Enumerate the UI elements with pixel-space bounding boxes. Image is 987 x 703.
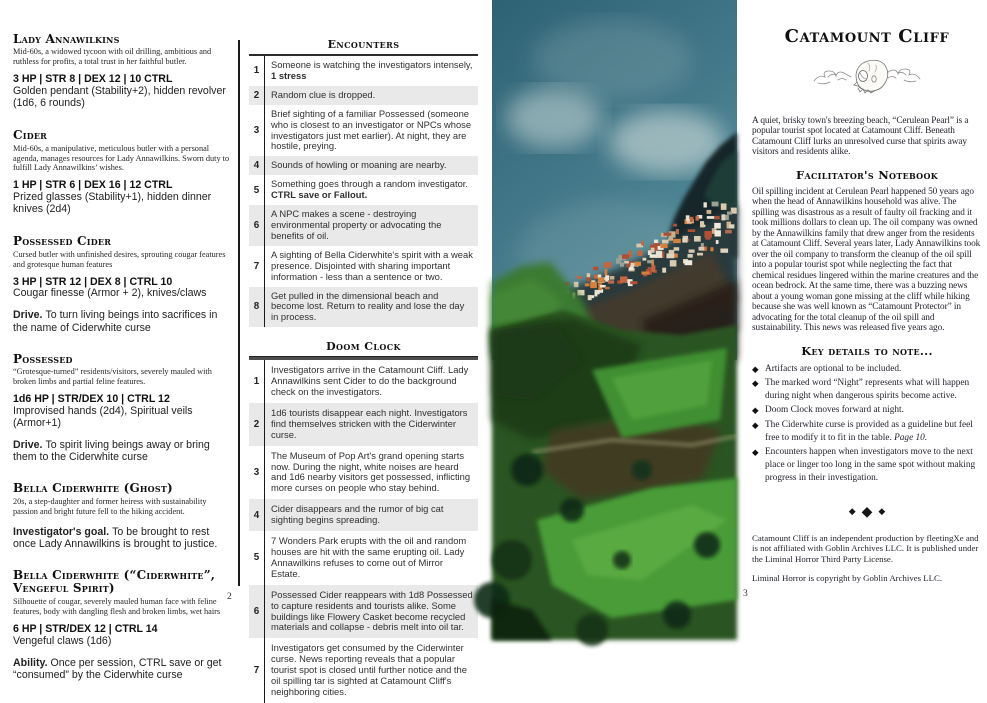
row-number: 6 bbox=[249, 585, 265, 639]
doom-clock-rows bbox=[249, 360, 478, 703]
doom-clock-table-title: Doom Clock bbox=[326, 340, 401, 354]
table-row bbox=[249, 56, 478, 86]
table-row bbox=[249, 446, 478, 500]
cat-skull-icon bbox=[752, 53, 982, 108]
row-text: Cider disappears and the rumor of big cat sighting begins spreading. bbox=[271, 503, 444, 526]
row-text: Someone is watching the investigators intensely, 1 stress bbox=[271, 59, 473, 81]
page-title: Catamount Cliff bbox=[784, 26, 950, 47]
stat-block bbox=[13, 33, 232, 110]
stat-block-paragraphs bbox=[13, 657, 232, 681]
stat-block bbox=[13, 353, 232, 463]
diamond-bullet-icon: ◆ bbox=[752, 447, 759, 458]
table-row bbox=[249, 638, 478, 703]
row-number: 8 bbox=[249, 287, 265, 328]
encounters-table-title: Encounters bbox=[327, 38, 400, 51]
paragraph-lead: Drive. bbox=[13, 438, 43, 451]
stat-block bbox=[13, 235, 232, 334]
row-text: A sighting of Bella Ciderwhite's spirit with a weak presence. Disjointed with sharing important information - less than a sentence or two. bbox=[271, 248, 473, 282]
paragraph-text: Once per session, CTRL save or get “consumed” by the Ciderwhite curse bbox=[13, 656, 222, 681]
stat-block-description: Silhouette of cougar, severely mauled human face with feline features, body with dangling flesh and broken limbs, wet hairs bbox=[13, 596, 221, 616]
paragraph-lead: Ability. bbox=[13, 656, 48, 669]
table-row bbox=[249, 531, 478, 585]
row-text: A NPC makes a scene - destroying environmental property or advocating the benefits of oil. bbox=[271, 208, 442, 241]
stat-block-gear: Golden pendant (Stability+2), hidden revolver (1d6, 6 rounds) bbox=[13, 85, 226, 110]
table-row bbox=[249, 287, 478, 328]
stat-block-paragraphs bbox=[13, 526, 232, 550]
cliffside-village-photo bbox=[492, 0, 737, 640]
key-details-heading: Key details to note... bbox=[801, 343, 933, 358]
row-number: 6 bbox=[249, 205, 265, 246]
row-text: Investigators arrive in the Catamount Cliff. Lady Annawilkins sent Cider to do the background check on the investigators. bbox=[271, 364, 469, 398]
stat-block-name: Lady Annawilkins bbox=[13, 32, 120, 46]
row-number: 2 bbox=[249, 403, 265, 446]
row-text: Something goes through a random investigator. CTRL save or Fallout. bbox=[271, 178, 468, 201]
diamond-bullet-icon: ◆ bbox=[752, 405, 759, 416]
stat-block-paragraph bbox=[13, 526, 232, 550]
key-detail-item: ◆ The marked word “Night” represents what will happen during night when dangerous spirits become active. bbox=[752, 378, 970, 402]
stat-block-stats: 1 HP | STR 6 | DEX 16 | 12 CTRL bbox=[13, 179, 173, 192]
table-row bbox=[249, 175, 478, 205]
stat-block bbox=[13, 129, 232, 216]
row-number: 7 bbox=[249, 638, 265, 703]
stat-block-gear: Vengeful claws (1d6) bbox=[13, 634, 112, 647]
page-number-right: 3 bbox=[743, 589, 748, 599]
stat-block-name: Possessed Cider bbox=[13, 234, 112, 249]
row-text: Investigators get consumed by the Ciderwinter curse. News reporting reveals that a popular tourist spot is closed until further notice and the oil spilling tar is sighted at Catamount Cliff's neighboring cities. bbox=[271, 642, 467, 697]
paragraph-lead: Drive. bbox=[13, 309, 43, 322]
stat-block-description: “Grotesque-turned” residents/visitors, severely mauled with broken limbs and partial feline features. bbox=[13, 367, 212, 387]
table-row bbox=[249, 86, 478, 105]
table-row bbox=[249, 105, 478, 157]
paragraph-text: To be brought to rest once Lady Annawilkins is brought to justice. bbox=[13, 525, 218, 550]
column-divider-rule bbox=[238, 40, 240, 586]
stat-block-stats: 3 HP | STR 12 | DEX 8 | CTRL 10 bbox=[13, 275, 173, 288]
intro-paragraph: A quiet, brisky town's breezing beach, “Cerulean Pearl” is a popular tourist spot located at Catamount Cliff. Beneath Catamount Cliff lurks an unresolved curse that spirits away visitors and residents alike. bbox=[752, 115, 969, 158]
left-page-table-column bbox=[249, 38, 478, 703]
ornament-diamond-icon: ◆ bbox=[861, 502, 873, 519]
paragraph-text: To spirit living beings away or bring them to the Ciderwhite curse bbox=[13, 438, 210, 464]
stat-block-description: Mid-60s, a manipulative, meticulous butler with a personal agenda, manages resources for Lady Annawilkins. Sworn duty to fulfill Lady Annawilkins’ wishes. bbox=[13, 143, 230, 173]
stat-block-paragraph bbox=[13, 309, 232, 333]
row-text: Possessed Cider reappears with 1d8 Possessed to capture residents and tourists alike. Some buildings like Flowery Casket become recycled materials and collapse - debris melt into oil tar. bbox=[271, 588, 473, 633]
diamond-ornament bbox=[752, 503, 982, 521]
row-number: 4 bbox=[249, 499, 265, 531]
table-row bbox=[249, 499, 478, 531]
stat-block bbox=[13, 482, 232, 550]
row-text: Get pulled in the dimensional beach and become lost. Return to reality and lose the day in process. bbox=[271, 289, 465, 323]
table-row bbox=[249, 360, 478, 403]
facilitators-notebook-body: Oil spilling incident at Cerulean Pearl happened 50 years ago when the head of Annawilkins household was alive. The spilling was disastrous as a result of faulty oil fracking and it took millions dollars to clean up. The oil company was owned by the Annawilkins family that drew anger from the residents at Catamount Cliff. Several years later, Lady Annawilkins took over the oil company to transform the cleanup of the oil spill into a popular tourist spot while neglecting the fact that chemical residues lingered within the marine creatures and the ocean bedrock. At the same time, there was a buzzing news about a young woman gone missing at the cliff while hiking because she was well known as “Catamount Protector” in advocating for the total cleanup of the oil spill and sustainability. This news was released five years ago. bbox=[752, 186, 981, 334]
copyright-paragraph: Liminal Horror is copyright by Goblin Archives LLC. bbox=[752, 573, 943, 584]
key-detail-item: ◆ Doom Clock moves forward at night. bbox=[752, 405, 904, 416]
encounters-table bbox=[249, 38, 478, 327]
stat-block-stats: 3 HP | STR 8 | DEX 12 | 10 CTRL bbox=[13, 73, 173, 86]
paragraph-text: To turn living beings into sacrifices in the name of Ciderwhite curse bbox=[13, 309, 218, 334]
stat-block-name: Bella Ciderwhite (“Ciderwhite”, Vengeful Spirit) bbox=[13, 567, 216, 596]
table-row bbox=[249, 585, 478, 639]
table-row bbox=[249, 246, 478, 287]
stat-block-stats: 6 HP | STR/DEX 12 | CTRL 14 bbox=[13, 622, 158, 635]
left-page-stat-column bbox=[13, 33, 232, 700]
row-number: 1 bbox=[249, 360, 265, 403]
row-text: Sounds of howling or moaning are nearby. bbox=[271, 159, 447, 171]
row-number: 1 bbox=[249, 56, 265, 86]
stat-block-paragraphs bbox=[13, 309, 232, 333]
stat-block-description: 20s, a step-daughter and former heiress with sustainability passion and bright future fell to the hiking accident. bbox=[13, 496, 207, 516]
row-text: 1d6 tourists disappear each night. Investigators find themselves stricken with the Ciderwinter curse. bbox=[271, 406, 468, 440]
stat-block-name: Bella Ciderwhite (Ghost) bbox=[13, 481, 173, 496]
stat-block-name: Possessed bbox=[13, 351, 73, 366]
stat-block-description: Cursed butler with unfinished desires, sprouting cougar features and grotesque human features bbox=[13, 249, 226, 269]
stat-block-paragraphs bbox=[13, 439, 232, 463]
table-row bbox=[249, 156, 478, 175]
stat-block-name: Cider bbox=[13, 128, 47, 143]
stat-block-description: Mid-60s, a widowed tycoon with oil drilling, ambitious and ruthless for profits, a total trust in her faithful butler. bbox=[13, 47, 212, 67]
license-paragraph: Catamount Cliff is an independent production by fleetingXe and is not affiliated with Goblin Archives LLC. It is published under the Liminal Horror Third Party License. bbox=[752, 532, 979, 564]
row-number: 2 bbox=[249, 86, 265, 105]
stat-block-gear: Prized glasses (Stability+1), hidden dinner knives (2d4) bbox=[13, 191, 212, 216]
doom-clock-table bbox=[249, 340, 478, 703]
row-text: The Museum of Pop Art's grand opening starts now. During the night, white noises are heard and 1d6 nearby visitors get possessed, inflicting more curses on people who stay behind. bbox=[271, 449, 471, 494]
encounters-rows bbox=[249, 56, 478, 327]
stat-block-paragraph bbox=[13, 439, 232, 463]
row-text: Brief sighting of a familiar Possessed (someone who is closest to an investigator or NPCs whose investigators just met earlier). At night, they are hostile, preying. bbox=[271, 107, 472, 152]
row-number: 5 bbox=[249, 531, 265, 585]
row-number: 3 bbox=[249, 446, 265, 500]
diamond-bullet-icon: ◆ bbox=[752, 378, 759, 389]
stat-block-gear: Improvised hands (2d4), Spiritual veils (Armor+1) bbox=[13, 404, 193, 429]
row-text: 7 Wonders Park erupts with the oil and random houses are hit with the same erupting oil. Lady Annawilkins refuses to come out of Mirror Estate. bbox=[271, 535, 467, 579]
page-number-left: 2 bbox=[227, 592, 232, 602]
stat-block-gear: Cougar finesse (Armor + 2), knives/claws bbox=[13, 287, 207, 300]
row-number: 4 bbox=[249, 156, 265, 175]
stat-block bbox=[13, 569, 232, 681]
stat-block-paragraph bbox=[13, 657, 232, 681]
table-row bbox=[249, 403, 478, 446]
row-number: 7 bbox=[249, 246, 265, 287]
key-details-list bbox=[752, 363, 982, 486]
diamond-bullet-icon: ◆ bbox=[752, 363, 759, 374]
facilitators-notebook-heading: Facilitator's Notebook bbox=[796, 167, 938, 182]
key-detail-item: ◆ Artifacts are optional to be included. bbox=[752, 363, 902, 374]
stat-block-stats: 1d6 HP | STR/DEX 10 | CTRL 12 bbox=[13, 393, 170, 406]
key-detail-item: ◆ Encounters happen when investigators move to the next place or linger too long in the same spot without making progress in their investigation. bbox=[752, 447, 976, 484]
row-text: Random clue is dropped. bbox=[271, 88, 376, 100]
key-detail-item: ◆ The Ciderwhite curse is provided as a guideline but feel free to modify it to fit in the table. Page 10. bbox=[752, 419, 973, 443]
row-number: 5 bbox=[249, 175, 265, 205]
right-page-column bbox=[752, 28, 982, 584]
diamond-bullet-icon: ◆ bbox=[752, 419, 759, 430]
ornament-diamond-icon: ◆ bbox=[878, 505, 886, 516]
paragraph-lead: Investigator's goal. bbox=[13, 525, 110, 538]
ornament-diamond-icon: ◆ bbox=[848, 505, 856, 516]
row-number: 3 bbox=[249, 105, 265, 157]
table-row bbox=[249, 205, 478, 246]
